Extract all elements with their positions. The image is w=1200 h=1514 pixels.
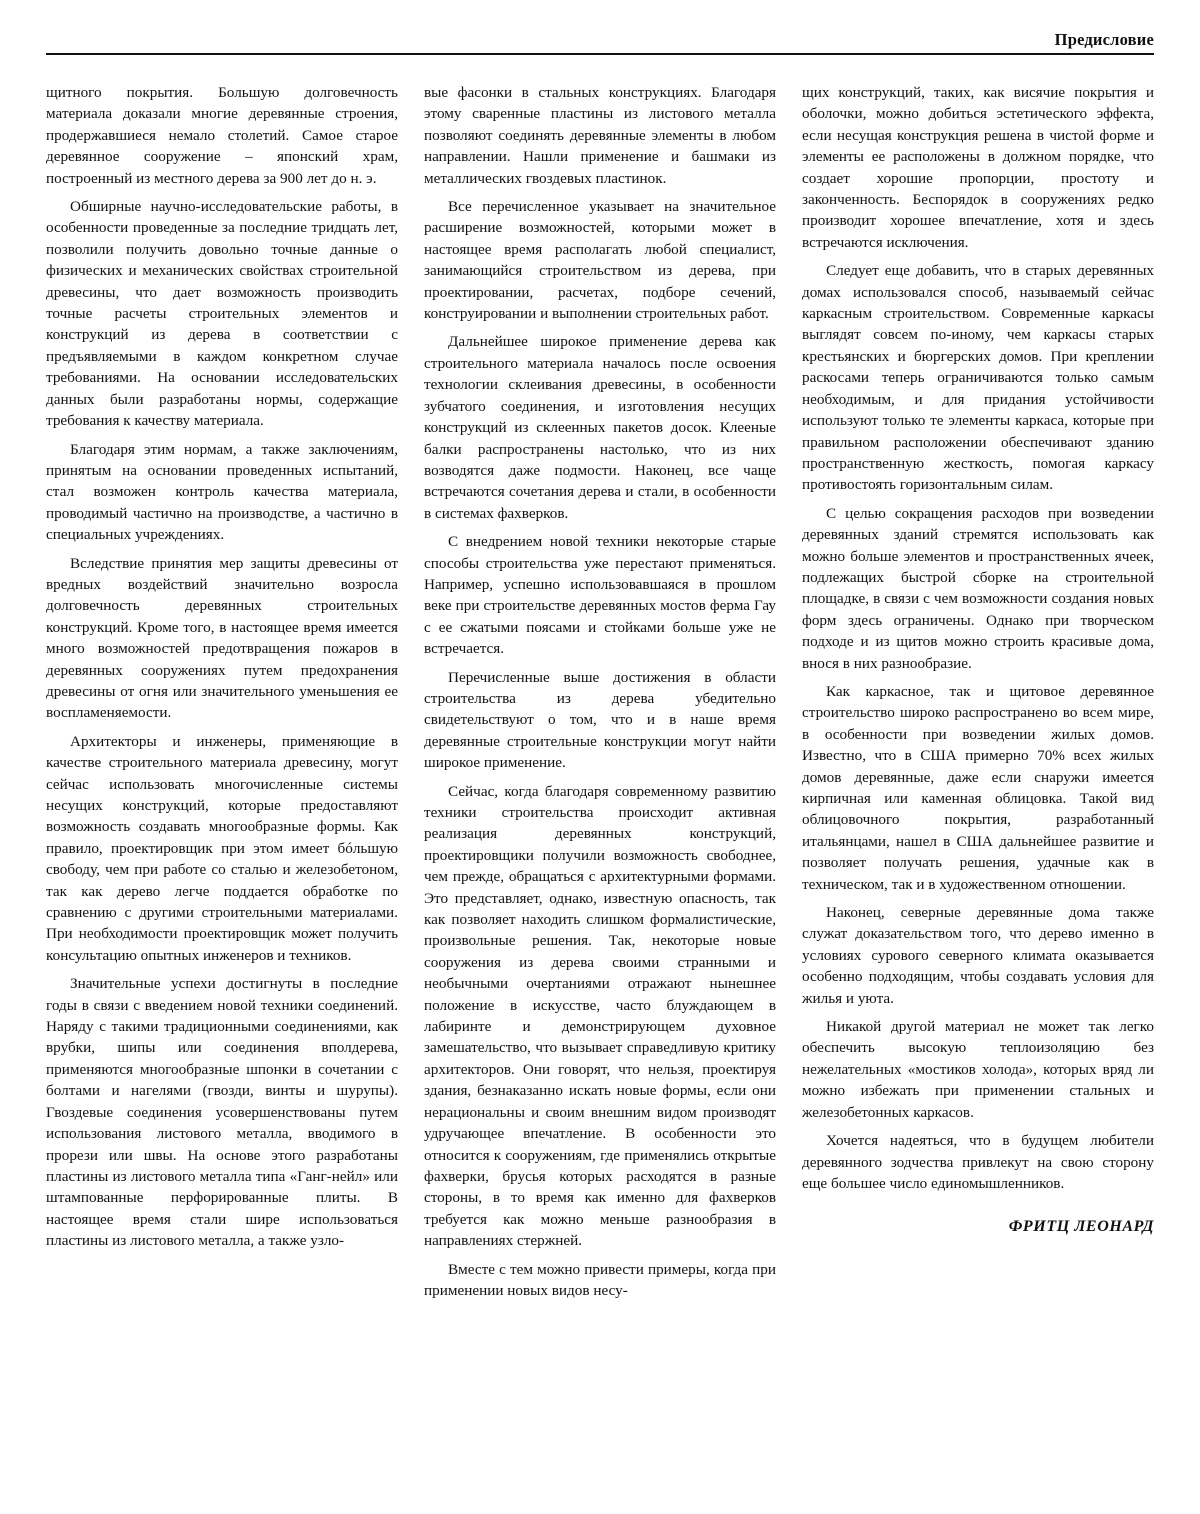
column-1 xyxy=(46,82,398,1482)
author-signature: ФРИТЦ ЛЕОНАРД xyxy=(1008,1218,1154,1236)
running-title: Предисловие xyxy=(1054,30,1154,49)
paragraph: Обширные научно-исследовательские работы, в особенности проведенные за последние тридцать лет, позволили получить довольно точные данные о физических и механических свойствах строительной древесины, что дает возможность производить точные расчеты строительных элементов и конструкций из дерева в соответствии с предъявляемыми в каждом конкретном случае требованиями. На основании исследовательских данных были разработаны нормы, содержащие требования к качеству материала. xyxy=(46,198,398,430)
paragraph: Следует еще добавить, что в старых деревянных домах использовался способ, называемый сейчас каркасным строительством. Современные каркасы выглядят совсем по-иному, чем каркасы старых крестьянских и бюргерских домов. При креплении раскосами теперь ограничиваются только самым необходимым, и для придания устойчивости используют только те элементы каркаса, которые при правильном расположении обеспечивают зданию пространственную жесткость, помогая каркасу противостоять горизонтальным силам. xyxy=(802,262,1154,494)
column-2 xyxy=(424,82,776,1482)
text-columns xyxy=(46,82,1154,1482)
paragraph: Благодаря этим нормам, а также заключениям, принятым на основании проведенных испытаний, стал возможен контроль качества материала, проводимый частично на производстве, а частично в специальных учреждениях. xyxy=(46,440,398,544)
paragraph: Вследствие принятия мер защиты древесины от вредных воздействий значительно возросла долговечность деревянных строительных конструкций. Кроме того, в настоящее время имеется много возможностей предотвращения пожаров в деревянных сооружениях путем предохранения древесины от огня или значительного уменьшения ее воспламеняемости. xyxy=(46,554,398,722)
column-3 xyxy=(802,82,1154,1482)
paragraph: С внедрением новой техники некоторые старые способы строительства уже перестают применяться. Например, успешно использовавшаяся в прошлом веке при строительстве деревянных мостов ферма Гау с ее сжатыми поясами и стойками больше уже не встречается. xyxy=(424,533,776,658)
paragraph: Архитекторы и инженеры, применяющие в качестве строительного материала древесину, могут сейчас использовать многочисленные системы несущих конструкций, которые предоставляют возможность создавать многообразные формы. Как правило, проектировщик при этом имеет бóльшую свободу, чем при работе со сталью и железобетоном, так как дерево легче поддается обработке по сравнению с другими строительными материалами. При необходимости проектировщик может получить консультацию опытных инженеров и техников. xyxy=(46,732,398,964)
paragraph: Хочется надеяться, что в будущем любители деревянного зодчества привлекут на свою сторону еще большее число единомышленников. xyxy=(802,1132,1154,1192)
paragraph: Наконец, северные деревянные дома также служат доказательством того, что дерево именно в условиях сурового северного климата оказывается особенно подходящим, чтобы создавать условия для жилья и уюта. xyxy=(802,904,1154,1007)
paragraph: щих конструкций, таких, как висячие покрытия и оболочки, можно добиться эстетического эффекта, если несущая конструкция решена в чистой форме и элементы ее расположены в должном порядке, что создает хорошие пропорции, простоту и законченность. Беспорядок в сооружениях редко производит хорошее впечатление, хотя и здесь встречаются исключения. xyxy=(802,84,1154,251)
paragraph: Вместе с тем можно привести примеры, когда при применении новых видов несу- xyxy=(424,1260,776,1299)
paragraph: Перечисленные выше достижения в области строительства из дерева убедительно свидетельствуют о том, что и в наше время деревянные строительные конструкции могут найти широкое применение. xyxy=(424,668,776,772)
paragraph: Как каркасное, так и щитовое деревянное строительство широко распространено во всем мире, в особенности при возведении жилых домов. Известно, что в США примерно 70% всех жилых домов деревянные, даже если снаружи имеется кирпичная или каменная облицовка. Такой вид облицовочного покрытия, разработанный итальянцами, нашел в США дальнейшее развитие и позволяет получать решения, удачные как в техническом, так и в художественном отношении. xyxy=(802,682,1154,893)
paragraph: вые фасонки в стальных конструкциях. Благодаря этому сваренные пластины из листового металла позволяют соединять деревянные элементы в любом направлении. Нашли применение и башмаки из металлических гвоздевых пластинок. xyxy=(424,84,776,187)
paragraph: Значительные успехи достигнуты в последние годы в связи с введением новой техники соединений. Наряду с такими традиционными соединениями, как врубки, шипы или соединения вполдерева, применяются многообразные шпонки в сочетании с болтами и нагелями (гвозди, винты и шурупы). Гвоздевые соединения усовершенствованы путем использования листового металла, вводимого в прорези или швы. На основе этого разработаны пластины из листового металла типа «Ганг-нейл» или штампованные перфорированные плиты. В настоящее время стали шире использоваться пластины из листового металла, а также узло- xyxy=(46,975,398,1250)
paragraph: Никакой другой материал не может так легко обеспечить высокую теплоизоляцию без нежелательных «мостиков холода», которых вряд ли можно избежать при применении стальных и железобетонных каркасов. xyxy=(802,1018,1154,1121)
paragraph: Дальнейшее широкое применение дерева как строительного материала началось после освоения технологии склеивания древесины, в особенности зубчатого соединения, и изготовления несущих конструкций из склеенных пакетов досок. Клееные балки распространены настолько, что из них возводятся даже подмости. Наконец, все чаще встречаются сочетания дерева и стали, в особенности в системах фахверков. xyxy=(424,333,776,522)
paragraph: щитного покрытия. Большую долговечность материала доказали многие деревянные строения, продержавшиеся немало столетий. Самое старое деревянное сооружение – японский храм, построенный из местного дерева за 900 лет до н. э. xyxy=(46,84,398,187)
paragraph: Все перечисленное указывает на значительное расширение возможностей, которыми может в настоящее время располагать любой специалист, занимающийся строительством из дерева, при проектировании, расчетах, подборе сечений, конструировании и выполнении строительных работ. xyxy=(424,198,776,323)
paragraph: С целью сокращения расходов при возведении деревянных зданий стремятся использовать как можно больше элементов и пространственных ячеек, подлежащих быстрой сборке на строительной площадке, в связи с чем возможности создания новых форм здесь ограничены. Однако при творческом подходе и из щитов можно строить красивые дома, внося в них разнообразие. xyxy=(802,504,1154,672)
paragraph: Сейчас, когда благодаря современному развитию техники строительства происходит активная реализация деревянных конструкций, проектировщики получили возможность свободнее, чем прежде, обращаться с архитектурными формами. Это представляет, однако, известную опасность, так как позволяет находить слишком формалистические, произвольные решения. Так, некоторые новые сооружения из дерева своими странными и необычными очертаниями отражают нынешнее положение в искусстве, часто блуждающем в лабиринте и демонстрирующем духовное замешательство, что вызывает справедливую критику архитекторов. Они говорят, что нельзя, проектируя здания, безнаказанно искать новые формы, если они нерациональны и своим внешним видом производят удручающее впечатление. В особенности это относится к сооружениям, где применялись открытые фахверки, брусья которых расходятся в разные стороны, в то время как именно для фахверков требуется как можно меньше разнообразия в направлениях стержней. xyxy=(424,782,776,1250)
header-rule xyxy=(46,53,1154,55)
